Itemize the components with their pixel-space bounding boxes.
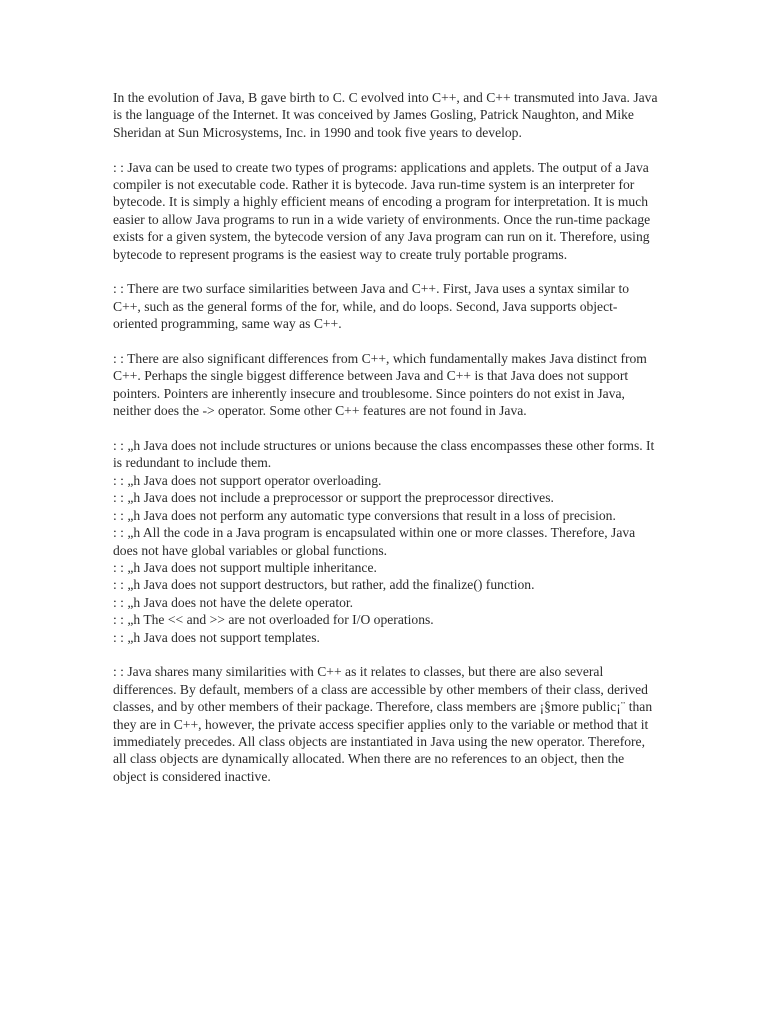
paragraph-similarities: : : There are two surface similarities between Java and C++. First, Java uses a syntax similar to C++, such as the general forms of the for, while, and do loops. Second, Java supports object-oriented programming, same way as C++. [113,281,630,332]
list-item: : : „h Java does not support destructors, but rather, add the finalize() function. [113,577,535,593]
list-item: : : „h The << and >> are not overloaded for I/O operations. [113,612,434,628]
paragraph-program-types: : : Java can be used to create two types of programs: applications and applets. The output of a Java compiler is not executable code. Rather it is bytecode. Java run-time system is an interpreter for bytecode. It is simply a highly efficient means of encoding a program for interpretation. It is much easier to allow Java programs to run in a wide variety of environments. Once the run-time package exists for a given system, the bytecode version of any Java program can run on it. Therefore, using bytecode to represent programs is the easiest way to create truly portable programs. [113,159,651,262]
list-item: : : „h All the code in a Java program is encapsulated within one or more classes. Therefore, Java does not have global variables or global functions. [113,525,636,558]
paragraph-differences: : : There are also significant differences from C++, which fundamentally makes Java distinct from C++. Perhaps the single biggest difference between Java and C++ is that Java does not support pointers. Pointers are inherently insecure and troublesome. Since pointers do not exist in Java, neither does the -> operator. Some other C++ features are not found in Java. [113,351,647,419]
list-item: : : „h Java does not support operator overloading. [113,472,382,488]
list-item: : : „h Java does not include a preprocessor or support the preprocessor directives. [113,490,554,506]
list-item: : : „h Java does not perform any automatic type conversions that result in a loss of precision. [113,507,616,523]
feature-list [113,437,658,646]
list-item: : : „h Java does not include structures or unions because the class encompasses these other forms. It is redundant to include them. [113,438,655,471]
list-item: : : „h Java does not support templates. [113,629,320,645]
list-item: : : „h Java does not have the delete operator. [113,594,354,610]
paragraph-classes: : : Java shares many similarities with C++ as it relates to classes, but there are also several differences. By default, members of a class are accessible by other members of their class, derived classes, and by other members of their package. Therefore, class members are ¡§more public¡¨ than they are in C++, however, the private access specifier applies only to the variable or method that it immediately precedes. All class objects are instantiated in Java using the new operator. Therefore, all class objects are dynamically allocated. When there are no references to an object, then the object is considered inactive. [113,664,653,784]
list-item: : : „h Java does not support multiple inheritance. [113,559,377,575]
paragraph-evolution: In the evolution of Java, B gave birth to C. C evolved into C++, and C++ transmuted into Java. Java is the language of the Internet. It was conceived by James Gosling, Patrick Naughton, and Mike Sheridan at Sun Microsystems, Inc. in 1990 and took five years to develop. [113,90,658,140]
document-page [113,89,658,803]
